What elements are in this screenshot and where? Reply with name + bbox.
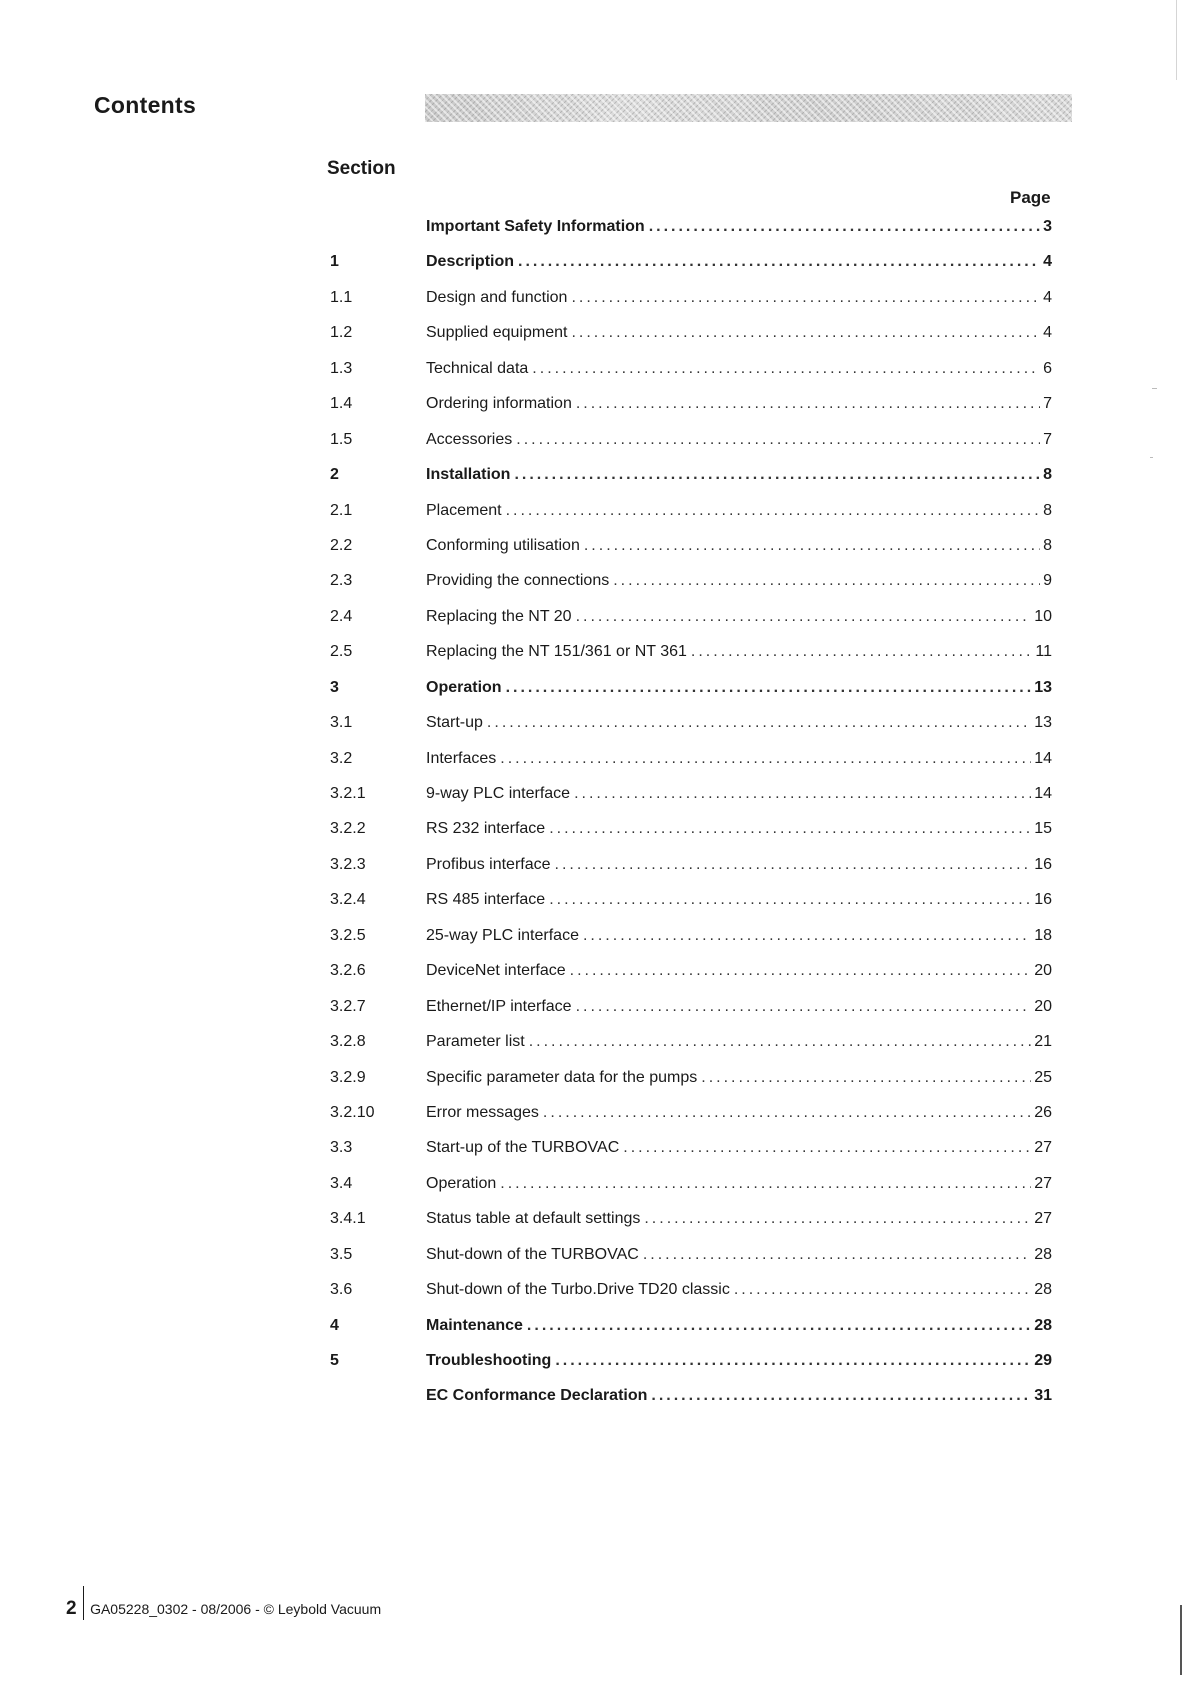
toc-page-number: 14 bbox=[1034, 749, 1052, 767]
toc-page-number: 4 bbox=[1043, 288, 1052, 306]
toc-entry bbox=[330, 466, 1052, 501]
toc-entry-title: Design and function bbox=[426, 288, 568, 306]
toc-entry-body bbox=[426, 1139, 1052, 1157]
toc-entry bbox=[330, 1139, 1052, 1174]
toc-dot-leader bbox=[576, 395, 1040, 413]
toc-dot-leader bbox=[734, 1281, 1031, 1299]
toc-entry-body bbox=[426, 1069, 1052, 1087]
toc-entry-title: Description bbox=[426, 253, 515, 271]
toc-page-number: 28 bbox=[1034, 1245, 1052, 1263]
toc-section-number: 3.2.2 bbox=[330, 820, 366, 838]
toc-entry bbox=[330, 714, 1052, 749]
toc-entry-body bbox=[426, 714, 1052, 732]
toc-entry-title: 25-way PLC interface bbox=[426, 926, 579, 944]
toc-section-number: 1.2 bbox=[330, 324, 353, 342]
toc-dot-leader bbox=[651, 1387, 1031, 1405]
toc-entry-body bbox=[426, 1387, 1052, 1405]
toc-entry-title: Replacing the NT 20 bbox=[426, 607, 572, 625]
toc-dot-leader bbox=[543, 1104, 1031, 1122]
toc-section-number: 3.2.6 bbox=[330, 962, 366, 980]
toc-entry-title: Shut-down of the TURBOVAC bbox=[426, 1245, 639, 1263]
toc-entry bbox=[330, 1210, 1052, 1245]
toc-page-number: 20 bbox=[1034, 997, 1052, 1015]
toc-entry-title: Ethernet/IP interface bbox=[426, 997, 572, 1015]
toc-dot-leader bbox=[555, 1352, 1031, 1370]
toc-entry-body bbox=[426, 537, 1052, 555]
toc-page-number: 27 bbox=[1034, 1210, 1052, 1228]
toc-section-number: 3.2.7 bbox=[330, 997, 366, 1015]
toc-entry-title: Status table at default settings bbox=[426, 1210, 641, 1228]
toc-section-number: 2.3 bbox=[330, 572, 353, 590]
toc-entry-body bbox=[426, 679, 1052, 697]
toc-dot-leader bbox=[516, 431, 1040, 449]
toc-entry-body bbox=[426, 1246, 1052, 1264]
toc-section-number: 1.3 bbox=[330, 359, 353, 377]
toc-dot-leader bbox=[532, 360, 1040, 378]
toc-page-number: 8 bbox=[1043, 466, 1052, 484]
toc-dot-leader bbox=[500, 750, 1031, 768]
toc-entry bbox=[330, 218, 1052, 253]
scan-speck bbox=[1152, 388, 1157, 389]
toc-entry bbox=[330, 820, 1052, 855]
toc-page-number: 13 bbox=[1034, 678, 1052, 696]
toc-section-number: 1.5 bbox=[330, 430, 353, 448]
toc-entry bbox=[330, 502, 1052, 537]
toc-page-number: 26 bbox=[1034, 1103, 1052, 1121]
toc-dot-leader bbox=[506, 679, 1032, 697]
page-title: Contents bbox=[94, 92, 197, 118]
toc-section-number: 3.4.1 bbox=[330, 1210, 366, 1228]
toc-entry-title: Important Safety Information bbox=[426, 218, 645, 235]
toc-entry-body bbox=[426, 927, 1052, 945]
table-of-contents bbox=[330, 218, 1052, 1423]
toc-entry-body bbox=[426, 572, 1052, 590]
toc-page-number: 9 bbox=[1043, 572, 1052, 590]
toc-page-number: 29 bbox=[1034, 1352, 1052, 1369]
toc-entry-title: RS 485 interface bbox=[426, 891, 546, 909]
toc-entry-body bbox=[426, 395, 1052, 413]
toc-section-number: 1.4 bbox=[330, 395, 353, 413]
toc-section-number: 3.2 bbox=[330, 749, 353, 767]
toc-entry-title: Parameter list bbox=[426, 1033, 525, 1051]
toc-section-number: 2 bbox=[330, 466, 339, 484]
toc-dot-leader bbox=[529, 1033, 1032, 1051]
toc-entry-title: Providing the connections bbox=[426, 572, 610, 590]
toc-dot-leader bbox=[644, 1210, 1031, 1228]
toc-page-number: 27 bbox=[1034, 1139, 1052, 1157]
toc-section-number: 1 bbox=[330, 253, 339, 271]
toc-section-number: 3.2.9 bbox=[330, 1068, 366, 1086]
toc-dot-leader bbox=[571, 324, 1040, 342]
toc-section-number: 3.2.5 bbox=[330, 926, 366, 944]
scan-speck bbox=[1150, 457, 1153, 458]
toc-section-number: 1.1 bbox=[330, 288, 353, 306]
toc-entry-title: Shut-down of the Turbo.Drive TD20 classic bbox=[426, 1281, 730, 1299]
toc-entry bbox=[330, 1352, 1052, 1387]
toc-section-number: 5 bbox=[330, 1352, 339, 1369]
toc-entry-title: Placement bbox=[426, 501, 502, 519]
toc-dot-leader bbox=[549, 891, 1031, 909]
toc-entry bbox=[330, 998, 1052, 1033]
toc-section-number: 3.2.4 bbox=[330, 891, 366, 909]
toc-section-number: 3.2.1 bbox=[330, 785, 366, 802]
toc-dot-leader bbox=[613, 572, 1040, 590]
toc-page-number: 6 bbox=[1043, 359, 1052, 377]
toc-page-number: 16 bbox=[1034, 891, 1052, 909]
toc-page-number: 21 bbox=[1034, 1033, 1052, 1051]
toc-entry bbox=[330, 1246, 1052, 1281]
toc-entry-title: Technical data bbox=[426, 359, 529, 377]
toc-entry-body bbox=[426, 750, 1052, 768]
toc-entry-title: Profibus interface bbox=[426, 855, 551, 873]
toc-dot-leader bbox=[527, 1317, 1031, 1335]
toc-page-number: 7 bbox=[1043, 430, 1052, 448]
title-decorative-bar bbox=[425, 94, 1072, 122]
toc-section-number: 3.4 bbox=[330, 1174, 353, 1192]
toc-entry-title: 9-way PLC interface bbox=[426, 785, 571, 802]
toc-entry bbox=[330, 1281, 1052, 1316]
footer-page-number: 2 bbox=[66, 1598, 77, 1619]
toc-entry bbox=[330, 962, 1052, 997]
toc-page-number: 16 bbox=[1034, 855, 1052, 873]
scan-edge-mark bbox=[1176, 0, 1177, 80]
toc-entry-body bbox=[426, 891, 1052, 909]
toc-entry bbox=[330, 1104, 1052, 1139]
toc-entry-title: Start-up of the TURBOVAC bbox=[426, 1139, 620, 1157]
toc-dot-leader bbox=[576, 608, 1032, 626]
toc-entry-title: Ordering information bbox=[426, 395, 572, 413]
toc-section-number: 3 bbox=[330, 678, 339, 696]
toc-entry-body bbox=[426, 289, 1052, 307]
toc-entry-title: Replacing the NT 151/361 or NT 361 bbox=[426, 643, 687, 661]
toc-entry-body bbox=[426, 1210, 1052, 1228]
toc-entry-body bbox=[426, 1104, 1052, 1122]
toc-entry-body bbox=[426, 820, 1052, 838]
toc-dot-leader bbox=[576, 998, 1032, 1016]
toc-section-number: 3.1 bbox=[330, 714, 353, 732]
footer-divider bbox=[83, 1586, 85, 1620]
toc-dot-leader bbox=[500, 1175, 1031, 1193]
toc-entry-title: Accessories bbox=[426, 430, 513, 448]
toc-entry-title: Start-up bbox=[426, 714, 483, 732]
toc-entry-title: Installation bbox=[426, 466, 511, 484]
toc-entry bbox=[330, 856, 1052, 891]
toc-entry bbox=[330, 324, 1052, 359]
toc-entry bbox=[330, 253, 1052, 288]
toc-entry-body bbox=[426, 431, 1052, 449]
toc-entry bbox=[330, 1387, 1052, 1422]
toc-entry-title: Operation bbox=[426, 1174, 497, 1192]
toc-page-number: 28 bbox=[1034, 1316, 1052, 1334]
toc-entry bbox=[330, 750, 1052, 785]
toc-entry-title: Troubleshooting bbox=[426, 1352, 552, 1369]
toc-entry bbox=[330, 643, 1052, 678]
scan-edge-mark bbox=[1180, 1605, 1182, 1675]
toc-page-number: 8 bbox=[1043, 501, 1052, 519]
toc-entry bbox=[330, 289, 1052, 324]
toc-section-number: 3.2.8 bbox=[330, 1033, 366, 1051]
toc-dot-leader bbox=[649, 218, 1040, 236]
toc-entry-title: RS 232 interface bbox=[426, 820, 546, 838]
toc-entry bbox=[330, 395, 1052, 430]
toc-page-number: 11 bbox=[1035, 643, 1052, 661]
toc-entry-body bbox=[426, 785, 1052, 803]
toc-dot-leader bbox=[518, 253, 1040, 271]
toc-entry bbox=[330, 1175, 1052, 1210]
toc-dot-leader bbox=[643, 1246, 1031, 1264]
toc-entry-title: Conforming utilisation bbox=[426, 536, 580, 554]
toc-entry-body bbox=[426, 998, 1052, 1016]
toc-entry-body bbox=[426, 643, 1052, 661]
toc-entry bbox=[330, 1069, 1052, 1104]
toc-section-number: 3.2.3 bbox=[330, 855, 366, 873]
toc-entry-body bbox=[426, 1352, 1052, 1370]
toc-entry bbox=[330, 785, 1052, 820]
toc-page-number: 7 bbox=[1043, 395, 1052, 413]
toc-dot-leader bbox=[487, 714, 1031, 732]
toc-entry-title: DeviceNet interface bbox=[426, 962, 566, 980]
toc-entry-body bbox=[426, 962, 1052, 980]
toc-entry bbox=[330, 608, 1052, 643]
toc-section-number: 2.5 bbox=[330, 643, 353, 661]
toc-entry-body bbox=[426, 502, 1052, 520]
toc-dot-leader bbox=[701, 1069, 1031, 1087]
toc-entry bbox=[330, 679, 1052, 714]
toc-dot-leader bbox=[506, 502, 1041, 520]
toc-entry-body bbox=[426, 1317, 1052, 1335]
toc-section-number: 2.1 bbox=[330, 501, 353, 519]
toc-dot-leader bbox=[570, 962, 1032, 980]
toc-entry-body bbox=[426, 324, 1052, 342]
toc-entry-title: Maintenance bbox=[426, 1316, 523, 1334]
toc-dot-leader bbox=[555, 856, 1032, 874]
page-footer bbox=[66, 1598, 381, 1620]
section-column-label: Section bbox=[327, 158, 396, 179]
toc-page-number: 14 bbox=[1034, 785, 1052, 802]
toc-entry bbox=[330, 927, 1052, 962]
toc-entry-body bbox=[426, 466, 1052, 484]
toc-page-number: 31 bbox=[1034, 1387, 1052, 1405]
toc-section-number: 3.3 bbox=[330, 1139, 353, 1157]
toc-entry-body bbox=[426, 1033, 1052, 1051]
toc-page-number: 4 bbox=[1043, 253, 1052, 271]
toc-page-number: 25 bbox=[1034, 1068, 1052, 1086]
toc-page-number: 4 bbox=[1043, 324, 1052, 342]
toc-entry-body bbox=[426, 608, 1052, 626]
toc-entry-title: Interfaces bbox=[426, 749, 497, 767]
toc-entry bbox=[330, 572, 1052, 607]
toc-entry-title: Specific parameter data for the pumps bbox=[426, 1068, 698, 1086]
toc-page-number: 13 bbox=[1034, 714, 1052, 732]
toc-section-number: 4 bbox=[330, 1316, 339, 1334]
toc-section-number: 3.6 bbox=[330, 1281, 353, 1299]
toc-dot-leader bbox=[549, 820, 1031, 838]
toc-page-number: 20 bbox=[1034, 962, 1052, 980]
toc-page-number: 15 bbox=[1034, 820, 1052, 838]
toc-dot-leader bbox=[584, 537, 1040, 555]
toc-dot-leader bbox=[571, 289, 1040, 307]
toc-entry-body bbox=[426, 253, 1052, 271]
toc-entry bbox=[330, 891, 1052, 926]
toc-section-number: 2.4 bbox=[330, 607, 353, 625]
toc-page-number: 18 bbox=[1034, 926, 1052, 944]
toc-dot-leader bbox=[583, 927, 1031, 945]
toc-entry-body bbox=[426, 1175, 1052, 1193]
toc-dot-leader bbox=[514, 466, 1040, 484]
toc-dot-leader bbox=[691, 643, 1032, 661]
toc-entry-title: Supplied equipment bbox=[426, 324, 568, 342]
toc-page-number: 3 bbox=[1043, 218, 1052, 235]
toc-dot-leader bbox=[574, 785, 1031, 803]
toc-section-number: 2.2 bbox=[330, 536, 353, 554]
toc-entry bbox=[330, 1317, 1052, 1352]
toc-entry bbox=[330, 360, 1052, 395]
toc-entry-title: Operation bbox=[426, 678, 502, 696]
footer-document-info: GA05228_0302 - 08/2006 - © Leybold Vacuum bbox=[90, 1601, 382, 1617]
toc-page-number: 8 bbox=[1043, 536, 1052, 554]
toc-entry-title: EC Conformance Declaration bbox=[426, 1387, 648, 1405]
toc-section-number: 3.5 bbox=[330, 1245, 353, 1263]
toc-entry bbox=[330, 431, 1052, 466]
toc-dot-leader bbox=[623, 1139, 1031, 1157]
toc-entry bbox=[330, 1033, 1052, 1068]
toc-entry bbox=[330, 537, 1052, 572]
page-column-label: Page bbox=[1010, 188, 1051, 207]
toc-section-number: 3.2.10 bbox=[330, 1103, 375, 1121]
toc-page-number: 27 bbox=[1034, 1174, 1052, 1192]
toc-entry-body bbox=[426, 218, 1052, 236]
toc-page-number: 28 bbox=[1034, 1281, 1052, 1299]
toc-entry-body bbox=[426, 856, 1052, 874]
toc-entry-body bbox=[426, 360, 1052, 378]
toc-entry-body bbox=[426, 1281, 1052, 1299]
toc-page-number: 10 bbox=[1034, 607, 1052, 625]
toc-entry-title: Error messages bbox=[426, 1103, 539, 1121]
